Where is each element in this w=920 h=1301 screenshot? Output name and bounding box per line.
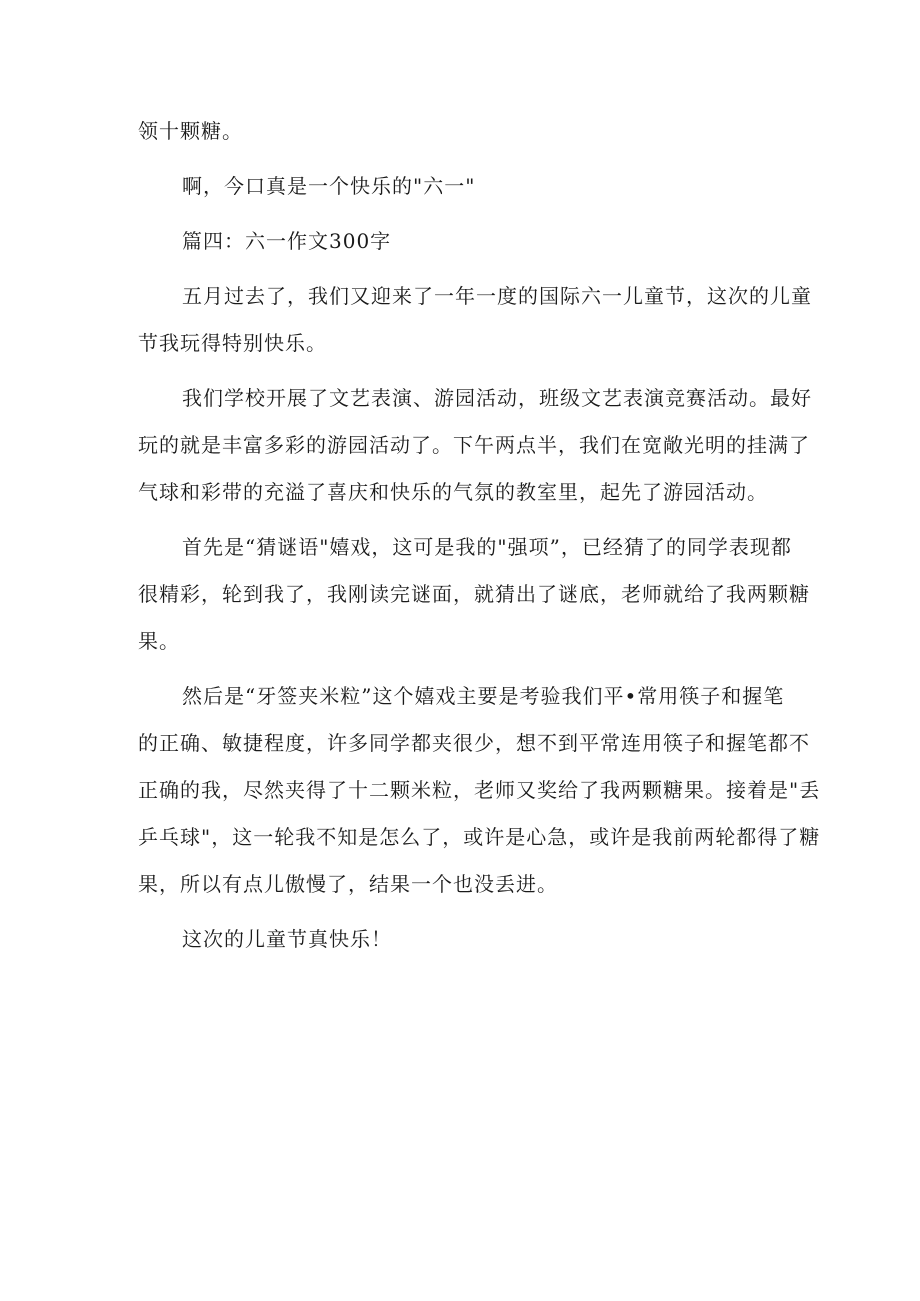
paragraph-3-line-1: 首先是“猜谜语"嬉戏，这可是我的"强项”，已经猜了的同学表现都 [182,535,792,559]
paragraph-4-line-3: 正确的我，尽然夹得了十二颗米粒，老师又奖给了我两颗糖果。接着是"丢 [138,778,821,802]
paragraph-4-line-4: 乒乓球"，这一轮我不知是怎么了，或许是心急，或许是我前两轮都得了糖 [138,825,821,849]
paragraph-line-1: 领十颗糖。 [138,119,243,143]
paragraph-3-line-3: 果。 [138,629,180,653]
paragraph-2-line-1: 我们学校开展了文艺表演、游园活动，班级文艺表演竞赛活动。最好 [182,386,812,410]
paragraph-line-2: 啊，今口真是一个快乐的"六一" [182,174,476,198]
paragraph-2-line-2: 玩的就是丰富多彩的游园活动了。下午两点半，我们在宽敞光明的挂满了 [138,433,810,457]
paragraph-4-line-2: 的正确、敏捷程度，许多同学都夹很少，想不到平常连用筷子和握笔都不 [138,731,810,755]
paragraph-1-line-1: 五月过去了，我们又迎来了一年一度的国际六一儿童节，这次的儿童 [182,284,812,308]
section-heading: 篇四：六一作文300字 [182,229,392,253]
document-body [138,108,821,963]
paragraph-3-line-2: 很精彩，轮到我了，我刚读完谜面，就猜出了谜底，老师就给了我两颗糖 [138,582,810,606]
paragraph-4-line-1: 然后是“牙签夹米粒”这个嬉戏主要是考验我们平•常用筷子和握笔 [182,684,785,708]
paragraph-1-line-2: 节我玩得特别快乐。 [138,331,327,355]
paragraph-2-line-3: 气球和彩带的充溢了喜庆和快乐的气氛的教室里，起先了游园活动。 [138,480,768,504]
closing-line: 这次的儿童节真快乐！ [182,927,392,951]
paragraph-4-line-5: 果，所以有点儿傲慢了，结果一个也没丢进。 [138,872,558,896]
